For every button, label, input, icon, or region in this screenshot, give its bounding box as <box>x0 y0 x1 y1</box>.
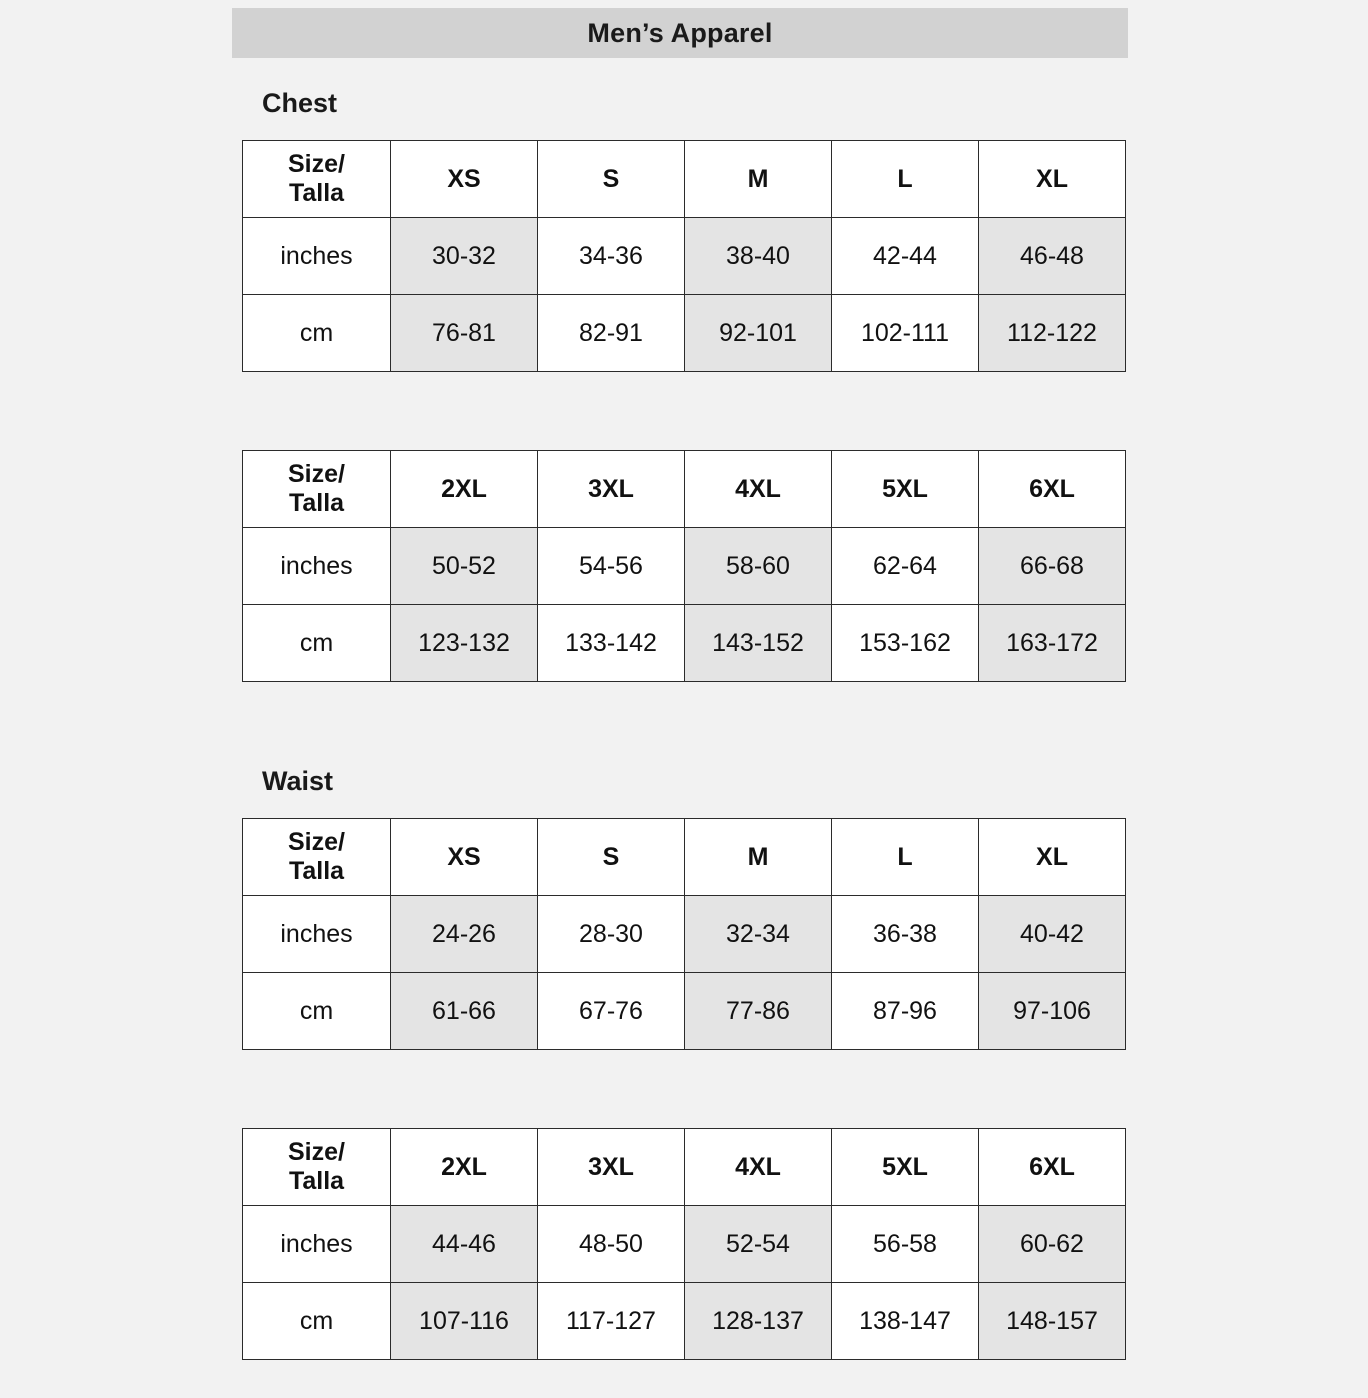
section-heading-waist: Waist <box>262 766 334 796</box>
header-size-line1: Size/ <box>288 460 345 489</box>
header-cell-size-3: 4XL <box>685 451 832 528</box>
cell-value: 24-26 <box>391 896 538 973</box>
cell-value: 58-60 <box>685 528 832 605</box>
cell-value: 46-48 <box>979 218 1126 295</box>
header-cell-size-4: 5XL <box>832 1129 979 1206</box>
cell-value: 61-66 <box>391 973 538 1050</box>
header-cell-size-4: L <box>832 141 979 218</box>
table-row <box>243 1283 1126 1360</box>
header-size-line2: Talla <box>288 179 345 207</box>
table-row <box>243 295 1126 372</box>
header-cell-size-1: XS <box>391 819 538 896</box>
page-title-bar <box>232 8 1128 58</box>
cell-value: 133-142 <box>538 605 685 682</box>
header-cell-size <box>243 819 391 896</box>
cell-value: 163-172 <box>979 605 1126 682</box>
table-row <box>243 1206 1126 1283</box>
table-header-row <box>243 1129 1126 1206</box>
header-size-line2: Talla <box>288 857 345 885</box>
row-label-cm: cm <box>243 605 391 682</box>
cell-value: 62-64 <box>832 528 979 605</box>
header-cell-size-5: 6XL <box>979 1129 1126 1206</box>
cell-value: 40-42 <box>979 896 1126 973</box>
cell-value: 44-46 <box>391 1206 538 1283</box>
header-cell-size-4: 5XL <box>832 451 979 528</box>
cell-value: 66-68 <box>979 528 1126 605</box>
header-size-line1: Size/ <box>288 828 345 857</box>
cell-value: 92-101 <box>685 295 832 372</box>
table-header-row <box>243 451 1126 528</box>
cell-value: 153-162 <box>832 605 979 682</box>
cell-value: 28-30 <box>538 896 685 973</box>
table-row <box>243 528 1126 605</box>
header-cell-size-5: XL <box>979 141 1126 218</box>
table-header-row <box>243 141 1126 218</box>
header-cell-size-2: S <box>538 819 685 896</box>
header-cell-size-2: S <box>538 141 685 218</box>
cell-value: 48-50 <box>538 1206 685 1283</box>
table-waist-extended <box>242 1128 1126 1360</box>
header-cell-size <box>243 1129 391 1206</box>
cell-value: 87-96 <box>832 973 979 1050</box>
header-cell-size-3: M <box>685 819 832 896</box>
header-cell-size-3: M <box>685 141 832 218</box>
row-label-inches: inches <box>243 218 391 295</box>
header-size-line1: Size/ <box>288 1138 345 1167</box>
header-cell-size-3: 4XL <box>685 1129 832 1206</box>
page-title: Men’s Apparel <box>587 17 773 48</box>
header-size-line2: Talla <box>288 489 345 517</box>
header-cell-size <box>243 451 391 528</box>
table-row <box>243 896 1126 973</box>
table-waist-standard <box>242 818 1126 1050</box>
cell-value: 42-44 <box>832 218 979 295</box>
cell-value: 67-76 <box>538 973 685 1050</box>
header-cell-size-5: XL <box>979 819 1126 896</box>
cell-value: 143-152 <box>685 605 832 682</box>
cell-value: 60-62 <box>979 1206 1126 1283</box>
row-label-inches: inches <box>243 896 391 973</box>
table-row <box>243 605 1126 682</box>
table-row <box>243 973 1126 1050</box>
header-cell-size-1: XS <box>391 141 538 218</box>
cell-value: 128-137 <box>685 1283 832 1360</box>
cell-value: 32-34 <box>685 896 832 973</box>
cell-value: 56-58 <box>832 1206 979 1283</box>
cell-value: 30-32 <box>391 218 538 295</box>
cell-value: 148-157 <box>979 1283 1126 1360</box>
cell-value: 123-132 <box>391 605 538 682</box>
table-chest-standard <box>242 140 1126 372</box>
row-label-cm: cm <box>243 295 391 372</box>
header-cell-size <box>243 141 391 218</box>
cell-value: 112-122 <box>979 295 1126 372</box>
header-cell-size-5: 6XL <box>979 451 1126 528</box>
table-row <box>243 218 1126 295</box>
cell-value: 38-40 <box>685 218 832 295</box>
cell-value: 77-86 <box>685 973 832 1050</box>
cell-value: 117-127 <box>538 1283 685 1360</box>
header-size-line2: Talla <box>288 1167 345 1195</box>
cell-value: 102-111 <box>832 295 979 372</box>
cell-value: 97-106 <box>979 973 1126 1050</box>
cell-value: 52-54 <box>685 1206 832 1283</box>
cell-value: 76-81 <box>391 295 538 372</box>
cell-value: 50-52 <box>391 528 538 605</box>
header-cell-size-2: 3XL <box>538 451 685 528</box>
header-size-line1: Size/ <box>288 150 345 179</box>
row-label-cm: cm <box>243 1283 391 1360</box>
header-cell-size-1: 2XL <box>391 1129 538 1206</box>
cell-value: 138-147 <box>832 1283 979 1360</box>
row-label-inches: inches <box>243 1206 391 1283</box>
cell-value: 54-56 <box>538 528 685 605</box>
row-label-cm: cm <box>243 973 391 1050</box>
cell-value: 36-38 <box>832 896 979 973</box>
header-cell-size-4: L <box>832 819 979 896</box>
header-cell-size-2: 3XL <box>538 1129 685 1206</box>
section-heading-chest: Chest <box>262 88 338 118</box>
cell-value: 34-36 <box>538 218 685 295</box>
cell-value: 82-91 <box>538 295 685 372</box>
header-cell-size-1: 2XL <box>391 451 538 528</box>
cell-value: 107-116 <box>391 1283 538 1360</box>
table-chest-extended <box>242 450 1126 682</box>
row-label-inches: inches <box>243 528 391 605</box>
table-header-row <box>243 819 1126 896</box>
